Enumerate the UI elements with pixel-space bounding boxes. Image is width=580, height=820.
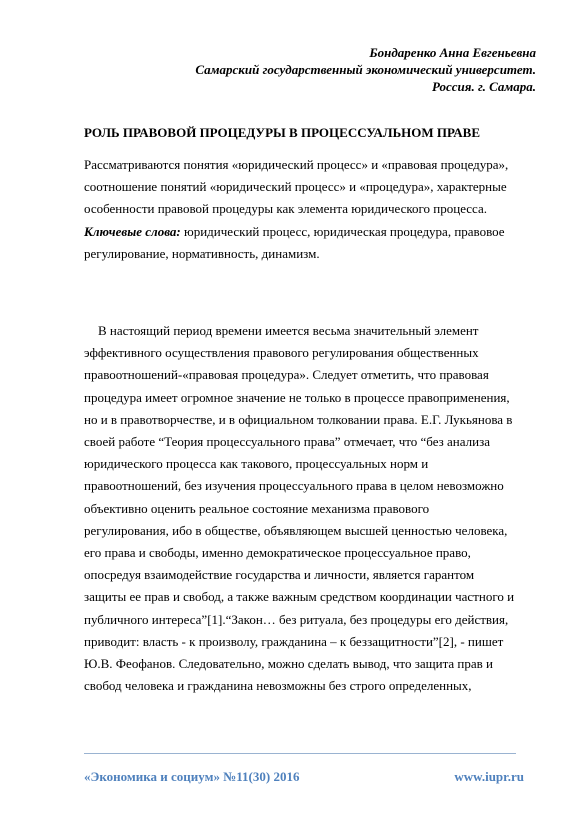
body-paragraph — [84, 320, 544, 697]
body-line: его права и свободы, именно демократическое процессуальное право, — [84, 545, 471, 561]
body-line: регулирования, ибо в обществе, объявляющем высшей ценностью человека, — [84, 522, 508, 538]
body-line: процедура имеет огромное значение не только в процессе правоприменения, — [84, 389, 510, 405]
body-line: защиты ее прав и свобод, а также важным средством координации частного и — [84, 589, 515, 605]
abstract-line: особенности правовой процедуры как элемента юридического процесса. — [84, 201, 487, 217]
body-line: правоотношений-«правовая процедура». Следует отметить, что правовая — [84, 367, 489, 383]
body-line: приводит: власть - к произволу, гражданина – к беззащитности”[2], - пишет — [84, 633, 504, 649]
body-line: эффективного осуществления правового регулирования общественных — [84, 345, 479, 361]
abstract-line: соотношение понятий «юридический процесс» и «процедура», характерные — [84, 179, 507, 195]
keywords-label: Ключевые слова: — [84, 223, 181, 239]
author-location: Россия. г. Самара. — [432, 79, 536, 94]
body-line: опосредуя взаимодействие государства и личности, является гарантом — [84, 567, 475, 583]
body-line: В настоящий период времени имеется весьма значительный элемент — [98, 323, 479, 338]
body-line: публичного интереса”[1].“Закон… без ритуала, без процедуры его действия, — [84, 611, 509, 627]
body-line: объективно оценить реальное состояние механизма правового — [84, 500, 430, 516]
body-line: юридического процесса как такового, процессуальных норм и — [84, 456, 429, 472]
body-line: свобод человека и гражданина невозможны без строго определенных, — [84, 678, 472, 694]
author-affiliation: Самарский государственный экономический университет. — [195, 62, 536, 77]
body-line: но и в правотворчестве, и в официальном толковании права. Е.Г. Лукьянова в — [84, 411, 513, 427]
body-line: правоотношений, без изучения процессуального права в целом невозможно — [84, 478, 504, 494]
abstract-line: Рассматриваются понятия «юридический процесс» и «правовая процедура», — [84, 157, 509, 172]
keywords-continuation: регулирование, нормативность, динамизм. — [84, 245, 320, 261]
footer-journal: «Экономика и социум» №11(30) 2016 — [84, 769, 300, 784]
abstract — [84, 154, 544, 265]
footer-divider — [84, 753, 516, 754]
footer-website-link[interactable]: www.iupr.ru — [454, 769, 524, 784]
article-title: РОЛЬ ПРАВОВОЙ ПРОЦЕДУРЫ В ПРОЦЕССУАЛЬНОМ ПРАВЕ — [84, 125, 481, 140]
keywords-line — [84, 221, 544, 243]
keywords-text: юридический процесс, юридическая процедура, правовое — [180, 223, 505, 239]
body-line: Ю.В. Феофанов. Следовательно, можно сделать вывод, что защита прав и — [84, 656, 493, 672]
body-line: своей работе “Теория процессуального права” отмечает, что “без анализа — [84, 434, 490, 450]
author-block — [76, 44, 536, 95]
author-name: Бондаренко Анна Евгеньевна — [369, 45, 536, 60]
